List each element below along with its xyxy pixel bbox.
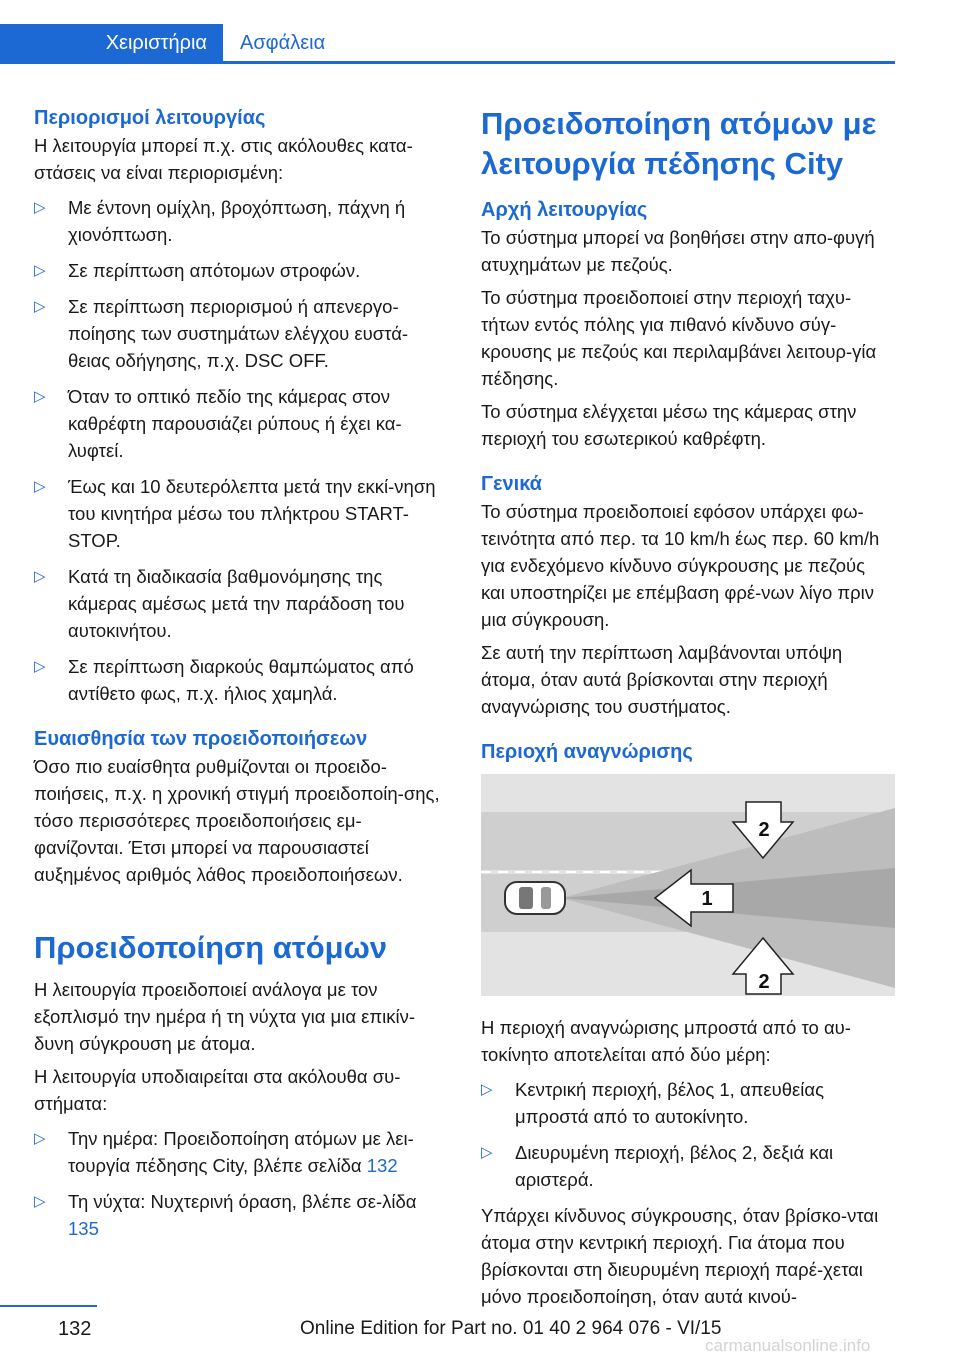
detection-area-svg [481, 774, 895, 996]
limits-intro: Η λειτουργία μπορεί π.χ. στις ακόλουθες κατα‐στάσεις να είναι περιορισμένη: [34, 135, 413, 183]
general-p1: Το σύστημα προειδοποιεί εφόσον υπάρχει φω‐τεινότητα από περ. τα 10 km/h έως περ. 60 km/h για ενδεχόμενο κίνδυνο σύγκρουσης με πεζούς και υποστηρίζει με επέμβαση φρέ‐νων λίγο πριν μια σύγκρουση. [481, 501, 880, 630]
bullet-triangle-icon: ▷ [34, 568, 46, 585]
list-item: ▷ Σε περίπτωση περιορισμού ή απενεργο‐ποίησης των συστημάτων ελέγχου ευστά‐θειας οδήγησης, π.χ. DSC OFF. [34, 293, 446, 374]
bullet-triangle-icon: ▷ [34, 1193, 46, 1210]
header-rule [0, 61, 895, 64]
sensitivity-text: Όσο πιο ευαίσθητα ρυθμίζονται οι προειδο‐ποιήσεις, π.χ. η χρονική στιγμή προειδοποίη‐σης, τόσο περισσότερες προειδοποιήσεις εμ‐φανίζονται. Έτσι μπορεί να παρουσιαστεί αυξημένος αριθμός λάθος προειδοποιήσεων. [34, 756, 440, 885]
bullet-triangle-icon: ▷ [34, 1130, 46, 1147]
right-column [481, 104, 893, 1316]
detection-p1: Η περιοχή αναγνώρισης μπροστά από το αυ‐τοκίνητο αποτελείται από δύο μέρη: [481, 1017, 851, 1065]
tab-safety[interactable]: Ασφάλεια [240, 32, 326, 54]
page-number: 132 [58, 1318, 92, 1340]
list-item: ▷ Όταν το οπτικό πεδίο της κάμερας στον καθρέφτη παρουσιάζει ρύπους ή έχει κα‐λυφτεί. [34, 383, 446, 464]
list-item: ▷ Τη νύχτα: Νυχτερινή όραση, βλέπε σε‐λίδα 135 [34, 1188, 446, 1242]
bullet-triangle-icon: ▷ [34, 199, 46, 216]
city-brake-heading: Προειδοποίηση ατόμων με λειτουργία πέδησης City [481, 106, 877, 181]
arrow-center-label: 1 [701, 888, 713, 910]
list-item: ▷ Με έντονη ομίχλη, βροχόπτωση, πάχνη ή χιονόπτωση. [34, 194, 446, 248]
detection-area-diagram [481, 774, 895, 996]
car-icon [505, 882, 565, 914]
list-item: ▷ Κεντρική περιοχή, βέλος 1, απευθείας μπροστά από το αυτοκίνητο. [481, 1076, 893, 1130]
bullet-triangle-icon: ▷ [481, 1144, 493, 1161]
page-link-135[interactable]: 135 [68, 1218, 99, 1239]
arrow-top-label: 2 [758, 819, 770, 841]
tab-controls[interactable]: Χειριστήρια [0, 24, 223, 63]
limits-list [34, 194, 446, 707]
arrow-bottom-label: 2 [758, 971, 770, 993]
watermark: carmanualsonline.info [705, 1336, 871, 1355]
principle-p3: Το σύστημα ελέγχεται μέσω της κάμερας στην περιοχή του εσωτερικού καθρέφτη. [481, 401, 857, 449]
footer-rule [0, 1305, 97, 1307]
bullet-triangle-icon: ▷ [34, 478, 46, 495]
page-link-132[interactable]: 132 [366, 1155, 398, 1176]
bullet-triangle-icon: ▷ [481, 1081, 493, 1098]
detection-list [481, 1076, 893, 1193]
persons-list [34, 1125, 446, 1242]
list-item: ▷ Σε περίπτωση διαρκούς θαμπώματος από αντίθετο φως, π.χ. ήλιος χαμηλά. [34, 653, 446, 707]
list-item: ▷ Σε περίπτωση απότομων στροφών. [34, 257, 446, 284]
persons-p2: Η λειτουργία υποδιαιρείται στα ακόλουθα συ‐στήματα: [34, 1066, 401, 1114]
list-item: ▷ Έως και 10 δευτερόλεπτα μετά την εκκί‐νηση του κινητήρα μέσω του πλήκτρου START-STOP. [34, 473, 446, 554]
bullet-triangle-icon: ▷ [34, 262, 46, 279]
principle-p1: Το σύστημα μπορεί να βοηθήσει στην απο‐φυγή ατυχημάτων με πεζούς. [481, 227, 875, 275]
bullet-triangle-icon: ▷ [34, 388, 46, 405]
persons-heading: Προειδοποίηση ατόμων [34, 930, 388, 965]
bullet-triangle-icon: ▷ [34, 658, 46, 675]
bullet-triangle-icon: ▷ [34, 298, 46, 315]
general-heading: Γενικά [481, 473, 542, 495]
edition-text: Online Edition for Part no. 01 40 2 964 076 - VI/15 [300, 1318, 722, 1339]
list-item: ▷ Κατά τη διαδικασία βαθμονόμησης της κάμερας αμέσως μετά την παράδοση του αυτοκινήτου. [34, 563, 446, 644]
sensitivity-heading: Ευαισθησία των προειδοποιήσεων [34, 728, 368, 750]
detection-heading: Περιοχή αναγνώρισης [481, 741, 693, 763]
principle-heading: Αρχή λειτουργίας [481, 199, 648, 221]
left-column [34, 104, 446, 1251]
general-p2: Σε αυτή την περίπτωση λαμβάνονται υπόψη άτομα, όταν αυτά βρίσκονται στην περιοχή αναγνώρισης του συστήματος. [481, 642, 843, 717]
limits-heading: Περιορισμοί λειτουργίας [34, 107, 266, 129]
principle-p2: Το σύστημα προειδοποιεί στην περιοχή ταχυ‐τήτων εντός πόλης για πιθανό κίνδυνο σύγ‐κρουσης με πεζούς και περιλαμβάνει λειτουρ‐γία πέδησης. [481, 287, 877, 389]
persons-p1: Η λειτουργία προειδοποιεί ανάλογα με τον εξοπλισμό την ημέρα ή τη νύχτα για μια επικίν‐δυνη σύγκρουση με άτομα. [34, 979, 416, 1054]
detection-p2: Υπάρχει κίνδυνος σύγκρουσης, όταν βρίσκο‐νται άτομα στην κεντρική περιοχή. Για άτομα που βρίσκονται στη διευρυμένη περιοχή παρέ‐χεται μόνο προειδοποίηση, όταν αυτά κινού‐ [481, 1205, 879, 1307]
list-item: ▷ Την ημέρα: Προειδοποίηση ατόμων με λει‐τουργία πέδησης City, βλέπε σελίδα 132 [34, 1125, 446, 1179]
list-item: ▷ Διευρυμένη περιοχή, βέλος 2, δεξιά και αριστερά. [481, 1139, 893, 1193]
